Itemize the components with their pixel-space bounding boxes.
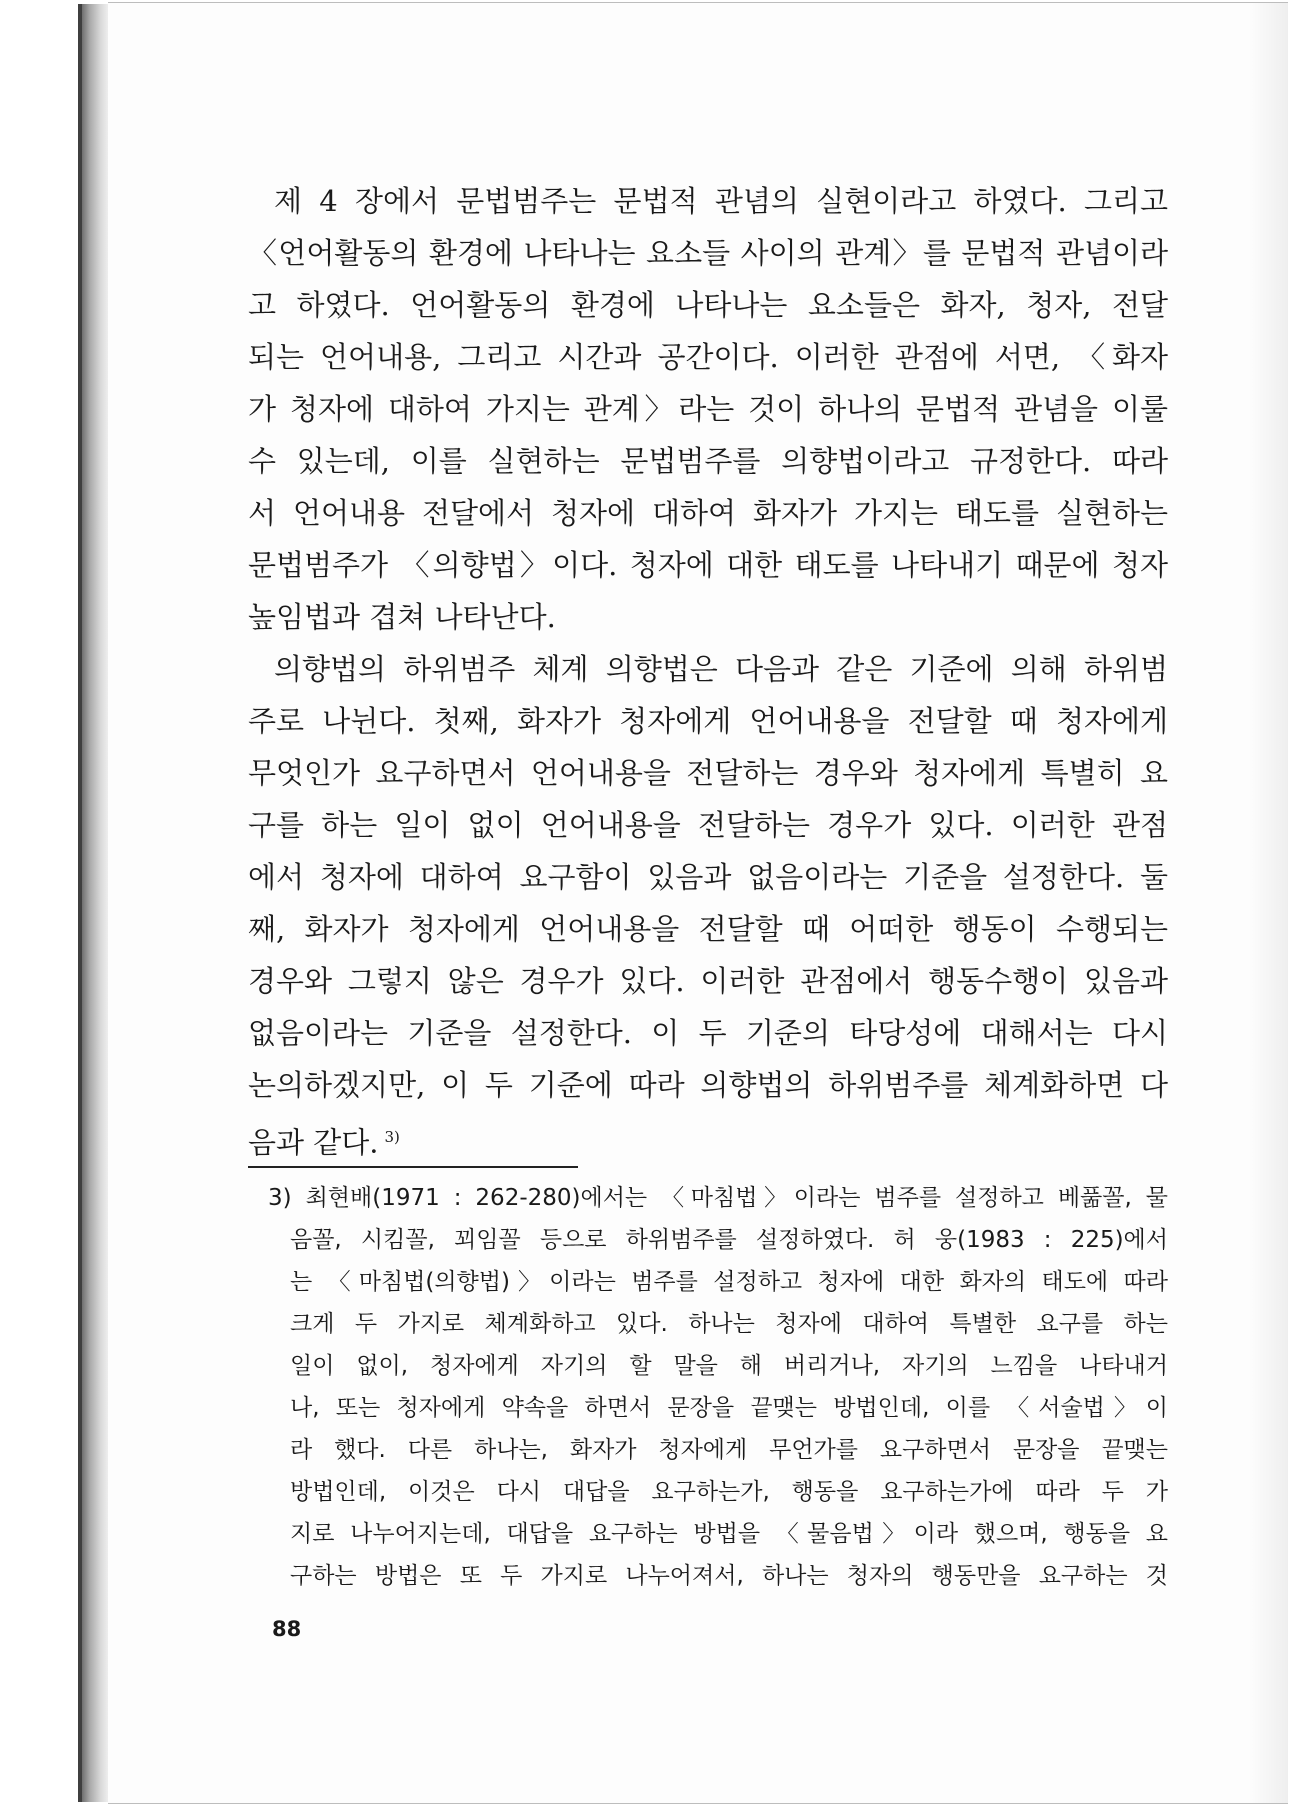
footnote-line: 크게 두 가지로 체계화하고 있다. 하나는 청자에 대하여 특별한 요구를 하는: [290, 1311, 1168, 1337]
body-text: [248, 175, 1168, 1163]
page-curl-shadow: [1248, 3, 1288, 1803]
body-line: 주로 나뉜다. 첫째, 화자가 청자에게 언어내용을 전달할 때 청자에게: [248, 704, 1168, 738]
footnote-line: 나, 또는 청자에게 약속을 하면서 문장을 끝맺는 방법인데, 이를 〈서술법〉이: [290, 1395, 1168, 1421]
footnote-line: 지로 나누어지는데, 대답을 요구하는 방법을 〈물음법〉이라 했으며, 행동을 요: [290, 1521, 1168, 1547]
footnote-line: 구하는 방법은 또 두 가지로 나누어져서, 하나는 청자의 행동만을 요구하는 것: [290, 1563, 1168, 1589]
body-line: 없음이라는 기준을 설정한다. 이 두 기준의 타당성에 대해서는 다시: [248, 1016, 1168, 1050]
book-page: [108, 2, 1288, 1804]
footnote-line: 일이 없이, 청자에게 자기의 할 말을 해 버리거나, 자기의 느낌을 나타내거: [290, 1353, 1168, 1379]
footnote-line: 방법인데, 이것은 다시 대답을 요구하는가, 행동을 요구하는가에 따라 두 가: [290, 1479, 1168, 1505]
body-line: 의향법의 하위범주 체계 의향법은 다음과 같은 기준에 의해 하위범: [274, 652, 1168, 686]
body-line: 문법범주가 〈의향법〉이다. 청자에 대한 태도를 나타내기 때문에 청자: [248, 548, 1168, 582]
body-line: 가 청자에 대하여 가지는 관계〉라는 것이 하나의 문법적 관념을 이룰: [248, 392, 1168, 426]
body-line: 에서 청자에 대하여 요구함이 있음과 없음이라는 기준을 설정한다. 둘: [248, 860, 1168, 894]
body-line: 논의하겠지만, 이 두 기준에 따라 의향법의 하위범주를 체계화하면 다: [248, 1068, 1168, 1102]
footnote: [268, 1177, 1168, 1597]
body-line: 구를 하는 일이 없이 언어내용을 전달하는 경우가 있다. 이러한 관점: [248, 808, 1168, 842]
body-line: 째, 화자가 청자에게 언어내용을 전달할 때 어떠한 행동이 수행되는: [248, 912, 1168, 946]
body-line: 무엇인가 요구하면서 언어내용을 전달하는 경우와 청자에게 특별히 요: [248, 756, 1168, 790]
body-line-last: [248, 1111, 1168, 1163]
footnote-line: 음꼴, 시킴꼴, 꾀임꼴 등으로 하위범주를 설정하였다. 허 웅(1983 : 225)에서: [290, 1227, 1168, 1253]
footnote-line: 는 〈마침법(의향법)〉이라는 범주를 설정하고 청자에 대한 화자의 태도에 따라: [290, 1269, 1168, 1295]
body-line: 〈언어활동의 환경에 나타나는 요소들 사이의 관계〉를 문법적 관념이라: [248, 236, 1168, 270]
footnote-line: 3) 최현배(1971 : 262-280)에서는 〈마침법〉이라는 범주를 설정하고 베풂꼴, 물: [268, 1185, 1168, 1211]
body-line: 높임법과 겹쳐 나타난다.: [248, 600, 556, 634]
footnote-reference: 3): [384, 1128, 400, 1146]
body-line: 경우와 그렇지 않은 경우가 있다. 이러한 관점에서 행동수행이 있음과: [248, 964, 1168, 998]
body-line: 고 하였다. 언어활동의 환경에 나타나는 요소들은 화자, 청자, 전달: [248, 288, 1168, 322]
book-page-edges: [82, 4, 108, 1802]
body-line: 서 언어내용 전달에서 청자에 대하여 화자가 가지는 태도를 실현하는: [248, 496, 1168, 530]
body-line: 수 있는데, 이를 실현하는 문법범주를 의향법이라고 규정한다. 따라: [248, 444, 1168, 478]
footnote-divider: [248, 1166, 578, 1168]
footnote-line: 라 했다. 다른 하나는, 화자가 청자에게 무언가를 요구하면서 문장을 끝맺는: [290, 1437, 1168, 1463]
body-line-text: 음과 같다.: [248, 1125, 379, 1160]
body-line: 제 4 장에서 문법범주는 문법적 관념의 실현이라고 하였다. 그리고: [274, 184, 1168, 218]
body-line: 되는 언어내용, 그리고 시간과 공간이다. 이러한 관점에 서면, 〈화자: [248, 340, 1168, 374]
page-number: 88: [272, 1617, 302, 1641]
